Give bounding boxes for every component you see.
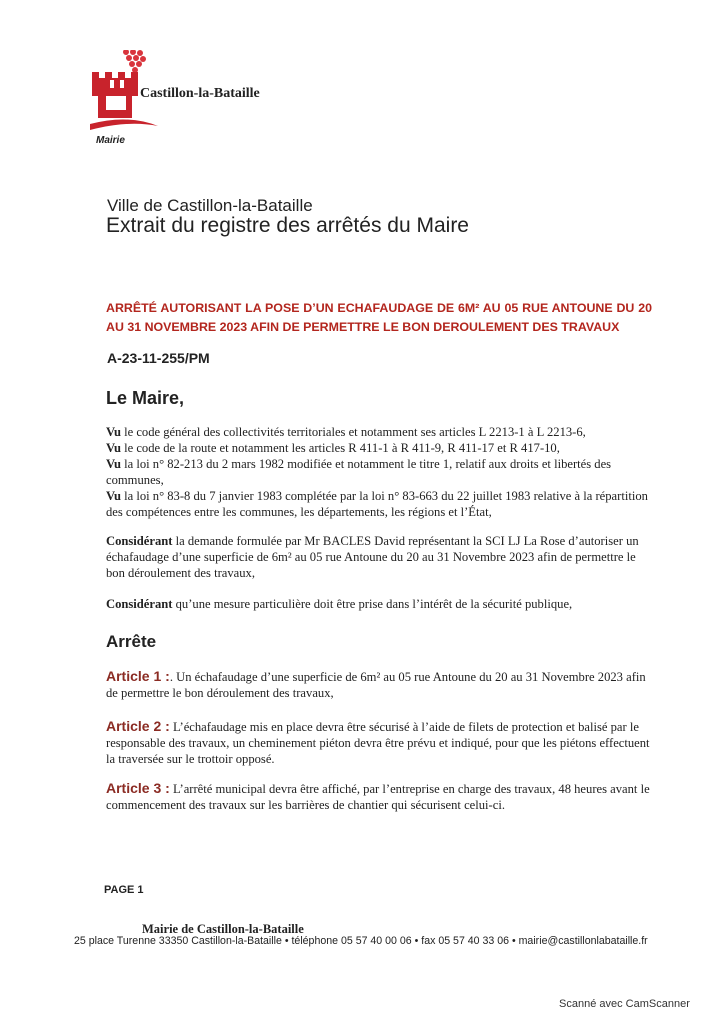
arrete-heading: Arrête	[106, 632, 157, 651]
article-3: Article 3 : L’arrêté municipal devra être affiché, par l’entreprise en charge des travaux, 48 heures avant le commencement des travaux sur les barrières de chantier qui sécurisent celui-ci.	[106, 780, 650, 812]
logo-name: Castillon-la-Bataille	[140, 86, 260, 101]
visa-item: Vu la loi n° 83-8 du 7 janvier 1983 complétée par la loi n° 83-663 du 22 juillet 1983 relative à la répartition des compétences entre les communes, les départements, les régions et l’État,	[106, 489, 648, 519]
arrete-title: ARRÊTÉ AUTORISANT LA POSE D’UN ECHAFAUDAGE DE 6M² AU 05 RUE ANTOUNE DU 20 AU 31 NOVEMBRE 2023 AFIN DE PERMETTRE LE BON DEROULEMENT DES TRAVAUX	[106, 301, 652, 334]
footer-name: Mairie de Castillon-la-Bataille	[142, 922, 304, 936]
footer-address: 25 place Turenne 33350 Castillon-la-Bataille • téléphone 05 57 40 00 06 • fax 05 57 40 33 06 • mairie@castillonlabataille.fr	[74, 935, 648, 947]
article-2: Article 2 : L’échafaudage mis en place devra être sécurisé à l’aide de filets de protection et balisé par le responsable des travaux, un cheminement piéton devra être prévu et indiqué, pour que les piétons effectuent la traversée sur le trottoir opposé.	[106, 718, 650, 766]
article-label: Article 1 :	[106, 668, 170, 684]
considerant-1: Considérant la demande formulée par Mr BACLES David représentant la SCI LJ La Rose d’autoriser un échafaudage d’une superficie de 6m² au 05 rue Antoune du 20 au 31 Novembre 2023 afin de permettre le bon déroulement des travaux,	[106, 534, 639, 580]
logo-subtitle: Mairie	[96, 135, 125, 146]
arrete-reference: A-23-11-255/PM	[107, 350, 210, 366]
visa-item: Vu la loi n° 82-213 du 2 mars 1982 modifiée et notamment le titre 1, relatif aux droits et libertés des communes,	[106, 457, 612, 487]
visa-item: Vu le code général des collectivités territoriales et notamment ses articles L 2213-1 à L 2213-6,	[106, 425, 586, 439]
page-number: PAGE 1	[104, 884, 144, 896]
le-maire-heading: Le Maire,	[106, 388, 185, 408]
article-label: Article 3 :	[106, 780, 170, 796]
town-name: Ville de Castillon-la-Bataille	[107, 196, 313, 215]
considerant-2: Considérant qu’une mesure particulière doit être prise dans l’intérêt de la sécurité publique,	[106, 597, 573, 611]
visa-item: Vu le code de la route et notamment les articles R 411-1 à R 411-9, R 411-17 et R 417-10,	[106, 441, 560, 455]
register-title: Extrait du registre des arrêtés du Maire	[106, 214, 469, 237]
article-label: Article 2 :	[106, 718, 170, 734]
article-1: Article 1 :. Un échafaudage d’une superficie de 6m² au 05 rue Antoune du 20 au 31 Novembre 2023 afin de permettre le bon déroulement des travaux,	[106, 668, 646, 700]
scanner-watermark: Scanné avec CamScanner	[559, 998, 690, 1010]
visas-block	[106, 424, 654, 520]
